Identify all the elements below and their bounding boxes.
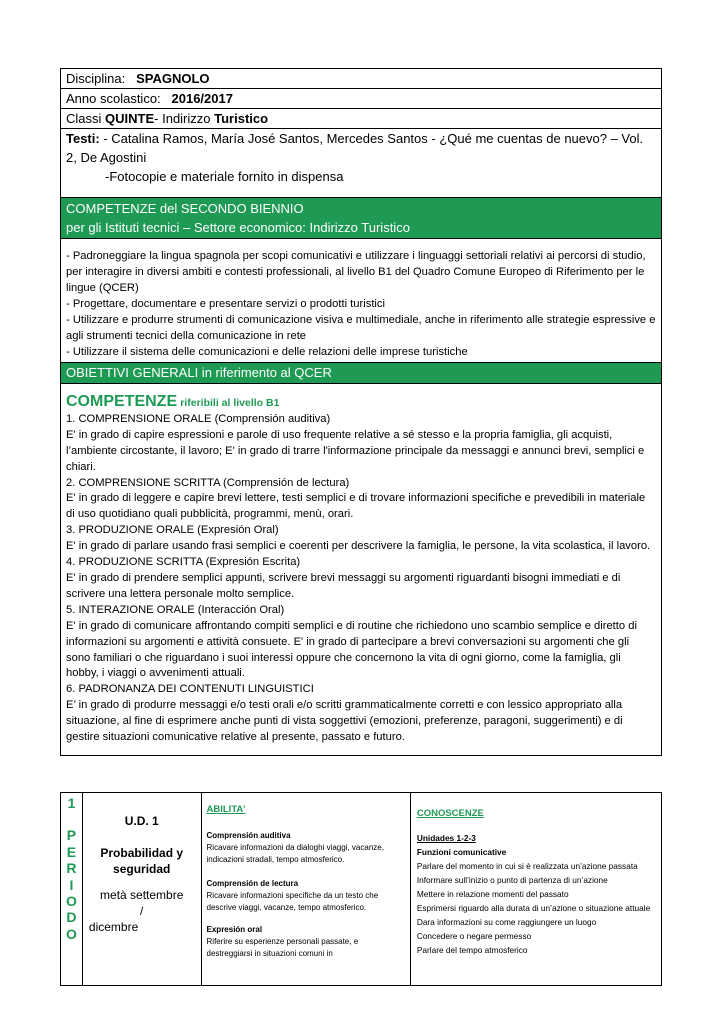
periodo-column: [61, 793, 83, 985]
conoscenze-unit: Unidades 1-2-3: [416, 833, 476, 843]
conoscenze-item: Dara informazioni su come raggiungere un luogo: [416, 917, 597, 927]
conoscenze-item: Parlare del momento in cui si è realizzata un’azione passata: [416, 861, 638, 871]
program-table: [60, 68, 662, 756]
conoscenze-heading: CONOSCENZE: [416, 808, 484, 819]
section-text: E' in grado di parlare usando frasi semplici e coerenti per descrivere la famiglia, le persone, la vita scolastica, il lavoro.: [66, 540, 651, 553]
competenze-small: riferibili al livello B1: [180, 397, 280, 409]
ud-time2: /: [140, 904, 144, 918]
disciplina-value: SPAGNOLO: [136, 71, 210, 86]
competenze-title2: per gli Istituti tecnici – Settore economico: Indirizzo Turistico: [66, 220, 410, 235]
disciplina-row: [61, 69, 661, 89]
testi-text: - Catalina Ramos, María José Santos, Mercedes Santos - ¿Qué me cuentas de nuevo? – Vol. 2, De Agostini: [66, 131, 644, 165]
conoscenze-item: Informare sull’inizio o punto di partenza di un’azione: [416, 875, 608, 885]
section-heading: 4. PRODUZIONE SCRITTA (Expresión Escrita): [66, 556, 301, 569]
periodo-table: [60, 792, 662, 986]
anno-value: 2016/2017: [171, 91, 233, 106]
abilita-text: Riferire su esperienze personali passate, e destreggiarsi in situazioni comuni in: [206, 937, 359, 958]
indirizzo-value: Turistico: [214, 111, 269, 126]
section-text: E' in grado di capire espressioni e parole di uso frequente relative a sé stesso e la propria famiglia, gli acquisti, l’ambiente circostante, il lavoro; E' in grado di trarre l'informazione principale da messaggi e annunci brevi, semplici e chiari.: [66, 428, 645, 473]
periodo-letter: O: [66, 925, 77, 942]
conoscenze-item: Esprimersi riguardo alla durata di un’azione o situazione attuale: [416, 903, 651, 913]
section-heading: 5. INTERAZIONE ORALE (Interacción Oral): [66, 603, 285, 616]
periodo-letter: R: [66, 860, 77, 877]
ud-time3: dicembre: [88, 920, 139, 934]
obiettivi-body: [61, 384, 661, 755]
anno-row: [61, 89, 661, 109]
periodo-letter: O: [66, 893, 77, 910]
competenze-item: - Utilizzare il sistema delle comunicazioni e delle relazioni delle imprese turistiche: [66, 346, 468, 358]
anno-label: Anno scolastico:: [66, 91, 161, 106]
ud-title: U.D. 1: [124, 814, 159, 828]
ud-time1: metà settembre: [100, 888, 184, 902]
testi-text2: -Fotocopie e materiale fornito in dispensa: [105, 169, 344, 184]
classi-value: QUINTE: [105, 111, 155, 126]
disciplina-label: Disciplina:: [66, 71, 126, 86]
competenze-big: COMPETENZE: [66, 393, 178, 410]
section-heading: 3. PRODUZIONE ORALE (Expresión Oral): [66, 524, 279, 537]
testi-row: [61, 129, 661, 198]
ud-column: [83, 793, 202, 985]
ud-topic: Probabilidad y seguridad: [100, 846, 184, 876]
competenze-b1-heading: [66, 394, 656, 412]
section-heading: 1. COMPRENSIONE ORALE (Comprensión auditiva): [66, 412, 331, 425]
conoscenze-item: Concedere o negare permesso: [416, 931, 532, 941]
conoscenze-item: Parlare del tempo atmosferico: [416, 945, 528, 955]
competenze-heading: [61, 198, 661, 239]
conoscenze-sub: Funzioni comunicative: [416, 847, 507, 857]
abilita-text: Ricavare informazioni da dialoghi viaggi, vacanze, indicazioni stradali, tempo atmosferico.: [206, 843, 384, 864]
section-text: E’ in grado di produrre messaggi e/o testi orali e/o scritti grammaticalmente corretti e con lessico appropriato alla situazione, al fine di esprimere anche punti di vista soggettivi (emozioni, preferenze, paragoni, suggerimenti) e di gestire situazioni comunicative relative al presente, passato e futuro.: [66, 699, 623, 744]
abilita-title: Comprensión auditiva: [206, 831, 291, 840]
competenze-title1: COMPETENZE del SECONDO BIENNIO: [66, 201, 304, 216]
section-text: E' in grado di comunicare affrontando compiti semplici e di routine che richiedono uno scambio semplice e diretto di informazioni su argomenti e attività consuete. E' in grado di partecipare a brevi conversazioni su argomenti che gli sono familiari o che riguardano i suoi interessi oppure che concernono la vita di ogni giorno, come la famiglia, gli hobby, i viaggi o avvenimenti attuali.: [66, 619, 637, 680]
classi-sep: - Indirizzo: [154, 111, 211, 126]
abilita-title: Comprensión de lectura: [206, 879, 299, 888]
section-text: E' in grado di leggere e capire brevi lettere, testi semplici e di trovare informazioni specifiche e prevedibili in materiale di uso quotidiano quali pubblicità, programmi, menù, orari.: [66, 492, 646, 521]
competenze-list: [61, 239, 661, 363]
obiettivi-heading: OBIETTIVI GENERALI in riferimento al QCER: [61, 363, 661, 384]
competenze-item: - Progettare, documentare e presentare servizi o prodotti turistici: [66, 298, 385, 310]
competenze-item: - Padroneggiare la lingua spagnola per scopi comunicativi e utilizzare i linguaggi settoriali relativi ai percorsi di studio, per interagire in diversi ambiti e contesti professionali, al livello B1 del Quadro Comune Europeo di Riferimento per le lingue (QCER): [66, 250, 646, 294]
conoscenze-item: Mettere in relazione momenti del passato: [416, 889, 569, 899]
periodo-letter: P: [66, 827, 77, 844]
classi-row: [61, 109, 661, 129]
abilita-text: Ricavare informazioni specifiche da un testo che descrive viaggi, vacanze, tempo atmosferico.: [206, 891, 379, 912]
periodo-letter: E: [66, 843, 77, 860]
competenze-item: - Utilizzare e produrre strumenti di comunicazione visiva e multimediale, anche in riferimento alle strategie espressive e agli strumenti tecnici della comunicazione in rete: [66, 314, 656, 342]
conoscenze-column: [411, 793, 661, 985]
abilita-title: Expresión oral: [206, 925, 263, 934]
periodo-number: 1: [67, 795, 76, 811]
testi-label: Testi:: [66, 131, 100, 146]
section-heading: 2. COMPRENSIONE SCRITTA (Comprensión de lectura): [66, 476, 350, 489]
section-text: E' in grado di prendere semplici appunti, scrivere brevi messaggi su argomenti riguardanti bisogni immediati e di scrivere una lettera personale molto semplice.: [66, 571, 621, 600]
periodo-letter: I: [69, 876, 74, 893]
abilita-column: [202, 793, 411, 985]
periodo-letter: D: [66, 909, 77, 926]
classi-label: Classi: [66, 111, 102, 126]
section-heading: 6. PADRONANZA DEI CONTENUTI LINGUISTICI: [66, 683, 314, 696]
abilita-heading: ABILITA’: [206, 804, 246, 815]
